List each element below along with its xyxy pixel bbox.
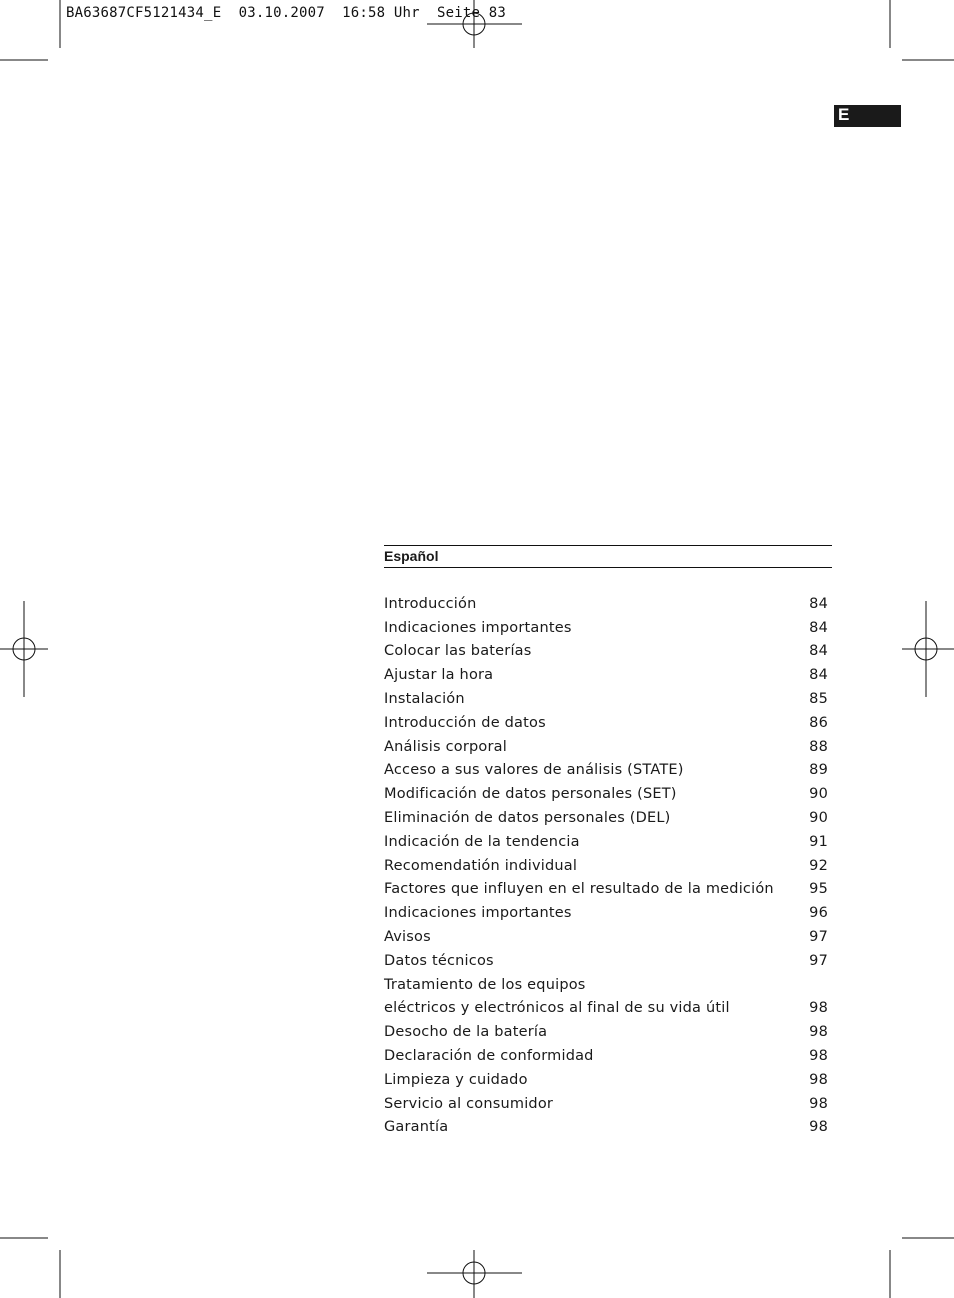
toc-entry-title: Análisis corporal (384, 738, 507, 755)
table-of-contents (384, 592, 828, 1139)
toc-entry-title: Garantía (384, 1119, 449, 1136)
toc-entry[interactable] (384, 1044, 828, 1068)
toc-entry-title: Indicación de la tendencia (384, 833, 580, 850)
toc-entry-title: Tratamiento de los equipos (384, 976, 586, 993)
toc-entry-page: 96 (809, 905, 828, 922)
toc-entry-title: Servicio al consumidor (384, 1095, 554, 1112)
section-header (384, 545, 832, 568)
toc-entry-page: 84 (809, 619, 828, 636)
toc-entry-page: 90 (809, 810, 828, 827)
toc-entry-page: 98 (809, 1095, 828, 1112)
language-tab-label: E (838, 105, 850, 124)
toc-entry[interactable] (384, 878, 828, 902)
toc-entry[interactable] (384, 1068, 828, 1092)
toc-entry-page: 98 (809, 1048, 828, 1065)
toc-entry[interactable] (384, 759, 828, 783)
toc-entry-title: Desocho de la batería (384, 1024, 548, 1041)
toc-entry-page: 91 (809, 833, 828, 850)
toc-entry-page: 98 (809, 1119, 828, 1136)
toc-entry-title: Datos técnicos (384, 952, 494, 969)
toc-entry[interactable] (384, 973, 828, 997)
toc-entry[interactable] (384, 1116, 828, 1140)
toc-entry-title: Recomendatión individual (384, 857, 578, 874)
toc-entry[interactable] (384, 925, 828, 949)
toc-entry[interactable] (384, 782, 828, 806)
toc-entry-title: Eliminación de datos personales (DEL) (384, 810, 671, 827)
toc-entry[interactable] (384, 1020, 828, 1044)
toc-entry[interactable] (384, 806, 828, 830)
toc-entry-title: Declaración de conformidad (384, 1048, 594, 1065)
toc-entry-page: 86 (809, 714, 828, 731)
toc-entry-page: 95 (809, 881, 828, 898)
toc-entry[interactable] (384, 949, 828, 973)
toc-entry-title: Introducción (384, 595, 477, 612)
print-slug: BA63687CF5121434_E 03.10.2007 16:58 Uhr Seite 83 (66, 5, 507, 21)
toc-entry-page: 92 (809, 857, 828, 874)
toc-entry-title: Indicaciones importantes (384, 619, 572, 636)
toc-entry-page: 84 (809, 595, 828, 612)
toc-entry[interactable] (384, 711, 828, 735)
toc-entry-title: Colocar las baterías (384, 643, 532, 660)
toc-entry-title: Limpieza y cuidado (384, 1071, 528, 1088)
toc-entry-page: 89 (809, 762, 828, 779)
toc-entry-page: 88 (809, 738, 828, 755)
toc-entry-title: Ajustar la hora (384, 667, 494, 684)
toc-entry-page: 98 (809, 1024, 828, 1041)
language-tab (834, 105, 901, 127)
toc-entry-page: 84 (809, 643, 828, 660)
toc-entry-title: Factores que influyen en el resultado de la medición (384, 881, 774, 898)
toc-entry[interactable] (384, 901, 828, 925)
toc-entry[interactable] (384, 687, 828, 711)
toc-entry-title: eléctricos y electrónicos al final de su vida útil (384, 1000, 730, 1017)
toc-entry[interactable] (384, 854, 828, 878)
toc-entry-page: 84 (809, 667, 828, 684)
section-title: Español (384, 548, 439, 564)
toc-entry[interactable] (384, 616, 828, 640)
toc-entry-page: 97 (809, 929, 828, 946)
toc-entry-page: 85 (809, 691, 828, 708)
toc-entry-title: Avisos (384, 929, 431, 946)
toc-entry-title: Instalación (384, 691, 465, 708)
toc-entry-page: 98 (809, 1000, 828, 1017)
toc-entry-page: 90 (809, 786, 828, 803)
toc-entry-page: 97 (809, 952, 828, 969)
toc-entry[interactable] (384, 592, 828, 616)
toc-entry-title: Acceso a sus valores de análisis (STATE) (384, 762, 684, 779)
toc-entry[interactable] (384, 997, 828, 1021)
toc-entry-page: 98 (809, 1071, 828, 1088)
toc-entry-title: Indicaciones importantes (384, 905, 572, 922)
toc-entry[interactable] (384, 1092, 828, 1116)
toc-entry[interactable] (384, 830, 828, 854)
toc-entry[interactable] (384, 735, 828, 759)
toc-entry-title: Modificación de datos personales (SET) (384, 786, 677, 803)
toc-entry[interactable] (384, 663, 828, 687)
toc-entry[interactable] (384, 640, 828, 664)
toc-entry-title: Introducción de datos (384, 714, 546, 731)
